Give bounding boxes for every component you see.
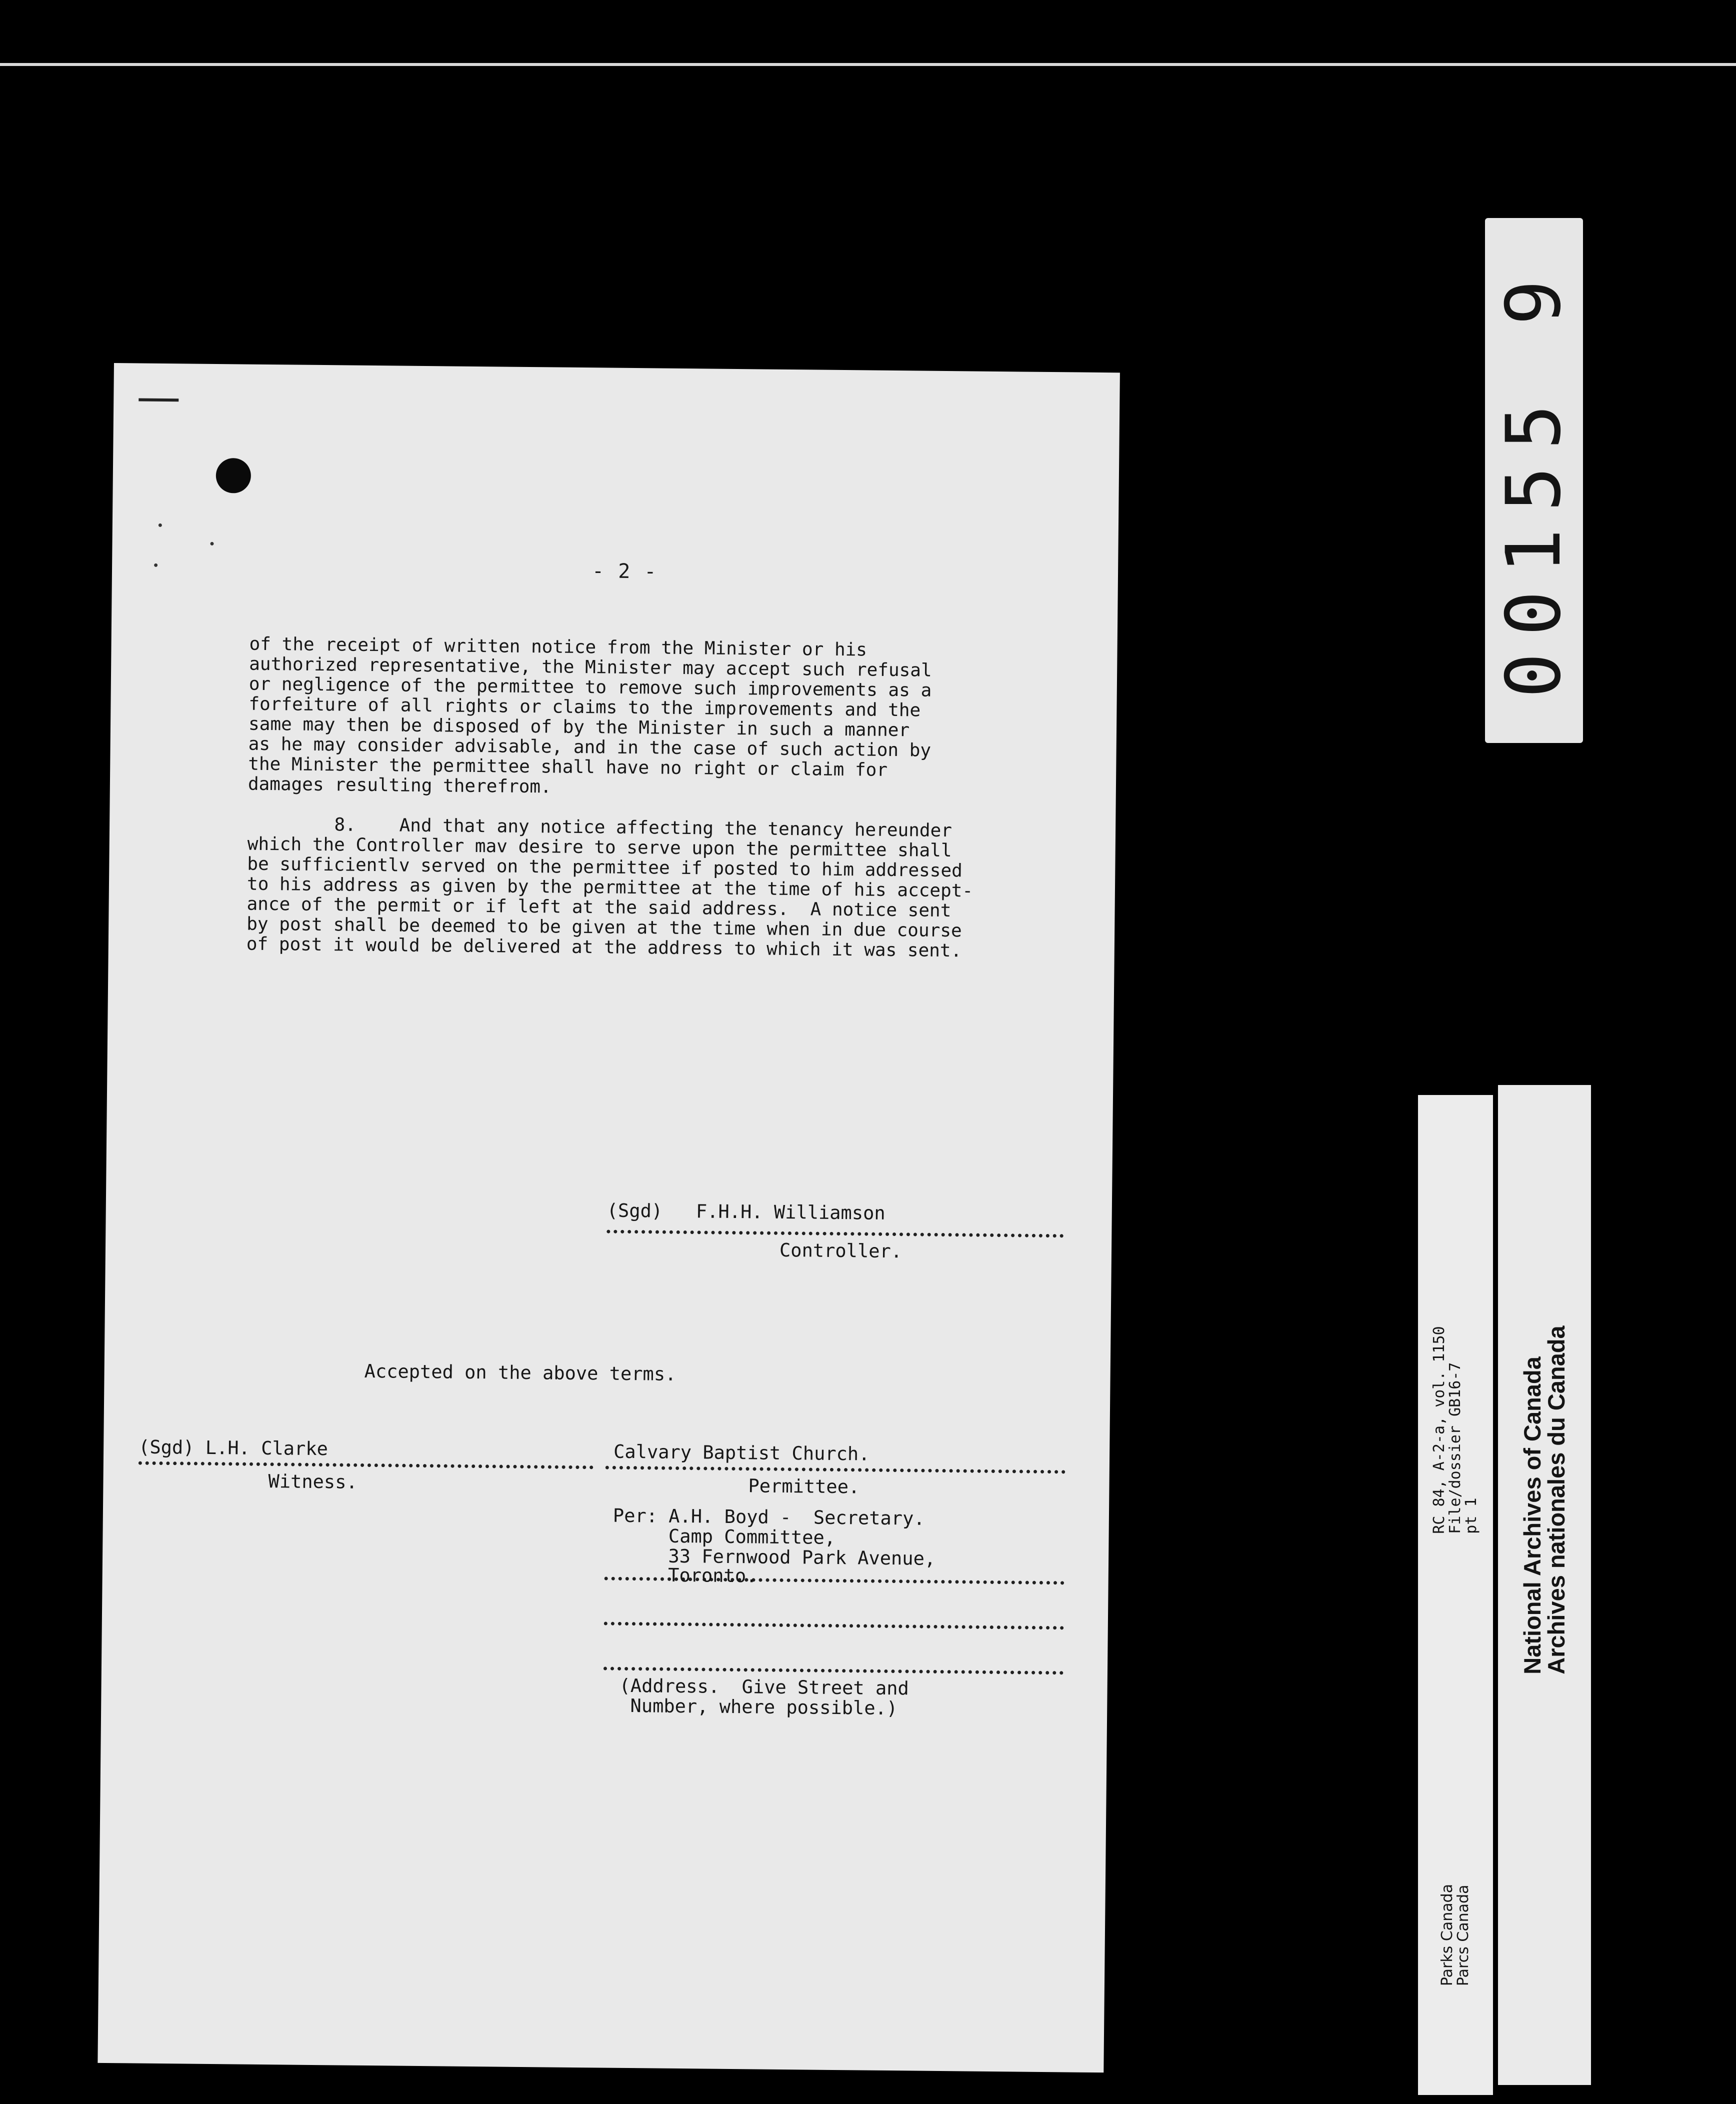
- archives-text: National Archives of Canada Archives nationales du Canada: [1519, 1326, 1570, 1674]
- reference-label: [1418, 1095, 1493, 2095]
- speck: [154, 564, 158, 567]
- permittee-name: Calvary Baptist Church.: [613, 1440, 870, 1465]
- document-page: [98, 363, 1120, 2072]
- per-line-3: 33 Fernwood Park Avenue,: [612, 1544, 936, 1570]
- frame-number: 00155 9: [1490, 262, 1578, 698]
- frame-number-tag: [1485, 218, 1583, 743]
- per-line-2: Camp Committee,: [612, 1524, 836, 1548]
- archives-label: [1498, 1085, 1591, 2085]
- witness-line: [138, 1462, 594, 1470]
- speck: [210, 542, 214, 546]
- witness-signature: (Sgd) L.H. Clarke: [138, 1436, 328, 1460]
- controller-title: Controller.: [779, 1239, 902, 1262]
- per-line-1: Per: A.H. Boyd - Secretary.: [612, 1504, 925, 1530]
- controller-signature: (Sgd) F.H.H. Williamson: [606, 1200, 886, 1224]
- parks-canada-text: Parks Canada Parcs Canada: [1438, 1884, 1472, 1986]
- body-text: of the receipt of written notice from the Minister or his authorized representative, the Minister may accept such refusal or negligence of the permittee to remove such improvements as a forfeiture of all rights or claims to the improvements and the same may then be disposed of by the Minister in such a manner as he may consider advisable, and in the case of such action by the Minister the permittee shall have no right or claim for damages resulting therefrom. 8. And that any notice affecting the tenancy hereunder which the Controller mav desire to serve upon the permittee shall be sufficientlv served on the permittee if posted to him addressed to his address as given by the permittee at the time of his accept- ance of the permit or if left at the said address. A notice sent by post shall be deemed to be given at the time when in due course of post it would be delivered at the address to which it was sent.: [246, 634, 974, 962]
- pencil-mark: [138, 398, 178, 402]
- reference-text: RC 84, A-2-a, vol. 1150 File/dossier GB16-7 pt 1: [1430, 1326, 1480, 1534]
- address-note-1: (Address. Give Street and: [619, 1674, 910, 1700]
- per-line-4: Toronto.: [612, 1564, 758, 1587]
- speck: [158, 524, 162, 527]
- signature-line: [606, 1230, 1064, 1238]
- address-line-3: [604, 1667, 1064, 1675]
- film-edge-line: [0, 63, 1736, 66]
- address-line-2: [604, 1622, 1064, 1630]
- accepted-line: Accepted on the above terms.: [364, 1360, 676, 1385]
- punch-hole: [216, 458, 252, 494]
- address-note-2: Number, where possible.): [619, 1694, 898, 1720]
- permittee-title: Permittee.: [748, 1475, 860, 1498]
- page-number: - 2 -: [592, 560, 658, 584]
- permittee-line: [606, 1466, 1066, 1474]
- witness-title: Witness.: [268, 1470, 358, 1493]
